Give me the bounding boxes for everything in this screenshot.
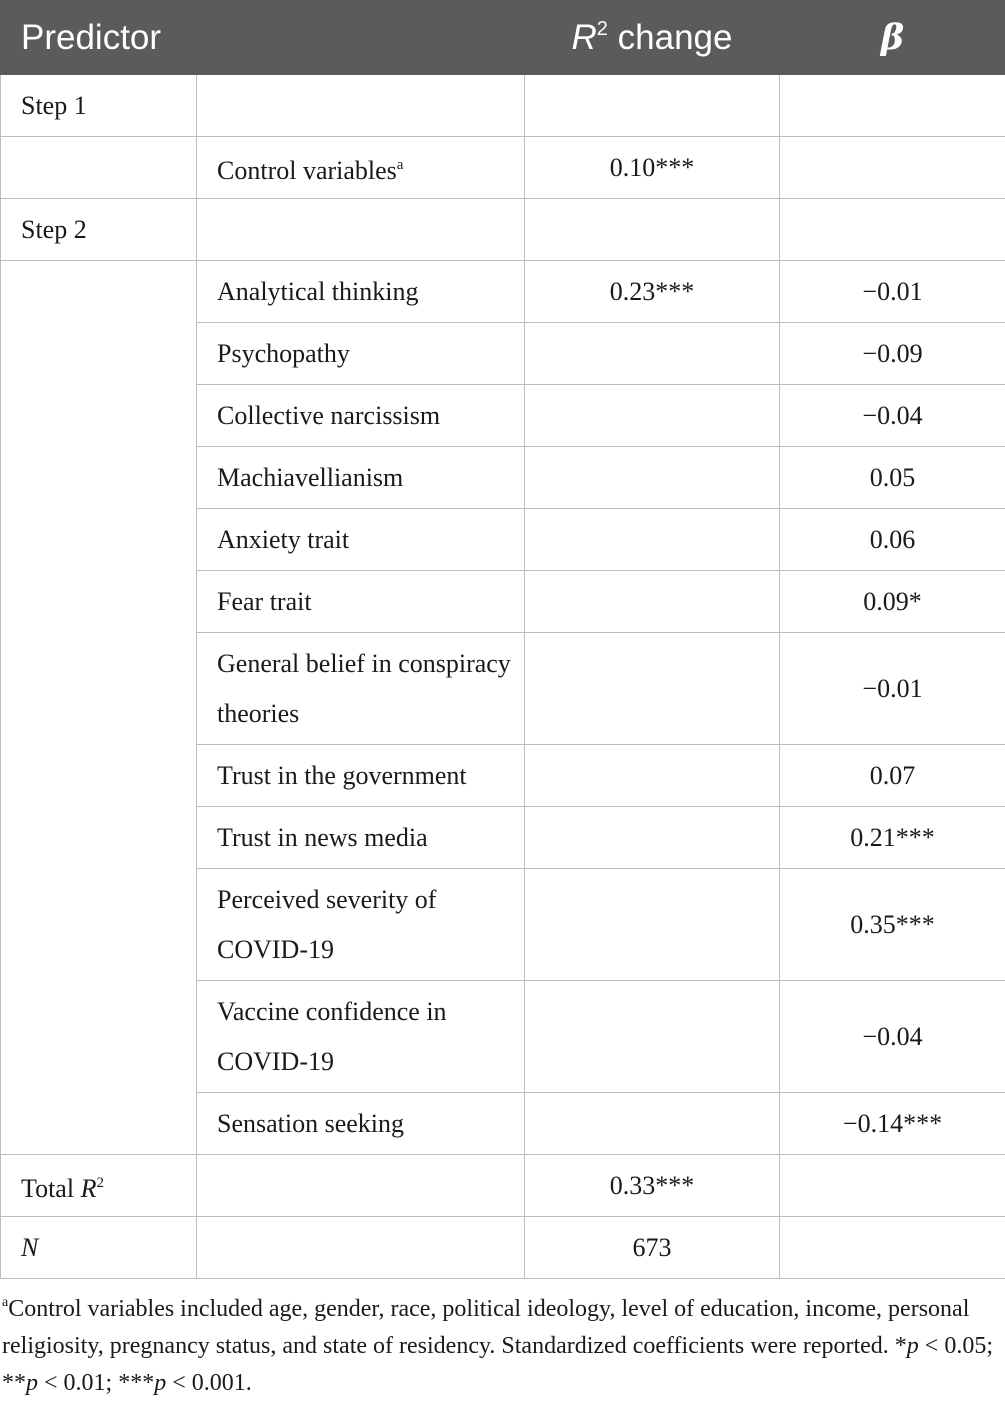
- footnote-text-2: < 0.05; **: [2, 1333, 993, 1396]
- beta-cell: 0.07: [780, 745, 1005, 807]
- group-label: Step 1: [1, 75, 197, 137]
- header-r2-var: R: [572, 18, 597, 57]
- group-label: [1, 137, 197, 199]
- table-row: [1, 261, 1005, 323]
- table-row: [1, 137, 1005, 199]
- predictor-cell: [197, 199, 525, 261]
- n-row: [1, 1217, 1005, 1279]
- footnote-p3: p: [154, 1370, 166, 1396]
- predictor-cell: Fear trait: [197, 571, 525, 633]
- beta-cell: −0.14***: [780, 1093, 1005, 1155]
- beta-cell: −0.01: [780, 261, 1005, 323]
- table-row: [1, 199, 1005, 261]
- header-r2-change: [525, 1, 780, 75]
- r2-cell: [525, 869, 780, 981]
- beta-cell: −0.01: [780, 633, 1005, 745]
- footnote-marker: a: [397, 157, 404, 173]
- beta-cell: −0.04: [780, 981, 1005, 1093]
- r2-cell: [525, 385, 780, 447]
- total-r2-label: [1, 1155, 197, 1217]
- footnote-text-3: < 0.01; ***: [38, 1370, 154, 1396]
- r2-cell: [525, 1093, 780, 1155]
- r2-cell: [525, 981, 780, 1093]
- beta-cell: [780, 137, 1005, 199]
- r2-cell: [525, 509, 780, 571]
- beta-cell: [780, 1217, 1005, 1279]
- r2-cell: [525, 199, 780, 261]
- predictor-cell: [197, 75, 525, 137]
- predictor-label: Control variables: [217, 156, 397, 185]
- header-predictor: Predictor: [1, 1, 525, 75]
- predictor-cell: [197, 1155, 525, 1217]
- table-footnote: [2, 1284, 1002, 1402]
- predictor-cell: Perceived severity of COVID-19: [197, 869, 525, 981]
- footnote-marker: a: [2, 1295, 8, 1310]
- r2-cell: [525, 807, 780, 869]
- predictor-cell: [197, 137, 525, 199]
- total-r2-value: 0.33***: [525, 1155, 780, 1217]
- predictor-cell: Trust in news media: [197, 807, 525, 869]
- r2-cell: [525, 571, 780, 633]
- footnote-text-4: < 0.001.: [166, 1370, 252, 1396]
- r2-cell: [525, 745, 780, 807]
- header-r2-sup: 2: [597, 18, 608, 40]
- n-value: 673: [525, 1217, 780, 1279]
- beta-cell: [780, 75, 1005, 137]
- footnote-p2: p: [26, 1370, 38, 1396]
- table-row: [1, 75, 1005, 137]
- predictor-cell: [197, 1217, 525, 1279]
- table-header-row: [1, 1, 1005, 75]
- predictor-cell: Trust in the government: [197, 745, 525, 807]
- r2-cell: [525, 633, 780, 745]
- predictor-cell: Machiavellianism: [197, 447, 525, 509]
- header-beta: [780, 1, 1005, 75]
- predictor-cell: Sensation seeking: [197, 1093, 525, 1155]
- beta-cell: 0.21***: [780, 807, 1005, 869]
- total-r2-row: [1, 1155, 1005, 1217]
- beta-cell: 0.06: [780, 509, 1005, 571]
- beta-cell: 0.05: [780, 447, 1005, 509]
- predictor-cell: Psychopathy: [197, 323, 525, 385]
- group-label: [1, 261, 197, 1155]
- beta-cell: [780, 199, 1005, 261]
- header-beta-symbol: β: [881, 17, 904, 58]
- beta-cell: −0.04: [780, 385, 1005, 447]
- r2-cell: [525, 447, 780, 509]
- total-label-var: R: [81, 1174, 97, 1203]
- n-label: N: [1, 1217, 197, 1279]
- footnote-text-1: Control variables included age, gender, race, political ideology, level of education, income, personal religiosity, pregnancy status, and state of residency. Standardized coefficients were reported. *: [2, 1296, 969, 1359]
- predictor-cell: Vaccine confidence in COVID-19: [197, 981, 525, 1093]
- r2-cell: [525, 323, 780, 385]
- beta-cell: 0.35***: [780, 869, 1005, 981]
- total-label-text: Total: [21, 1174, 81, 1203]
- predictor-cell: General belief in conspiracy theories: [197, 633, 525, 745]
- predictor-cell: Collective narcissism: [197, 385, 525, 447]
- r2-cell: [525, 75, 780, 137]
- predictor-cell: Anxiety trait: [197, 509, 525, 571]
- total-label-sup: 2: [96, 1175, 104, 1191]
- footnote-p1: p: [907, 1333, 919, 1359]
- predictor-cell: Analytical thinking: [197, 261, 525, 323]
- beta-cell: [780, 1155, 1005, 1217]
- r2-cell: 0.23***: [525, 261, 780, 323]
- group-label: Step 2: [1, 199, 197, 261]
- header-r2-rest: change: [608, 18, 733, 57]
- beta-cell: 0.09*: [780, 571, 1005, 633]
- r2-cell: 0.10***: [525, 137, 780, 199]
- beta-cell: −0.09: [780, 323, 1005, 385]
